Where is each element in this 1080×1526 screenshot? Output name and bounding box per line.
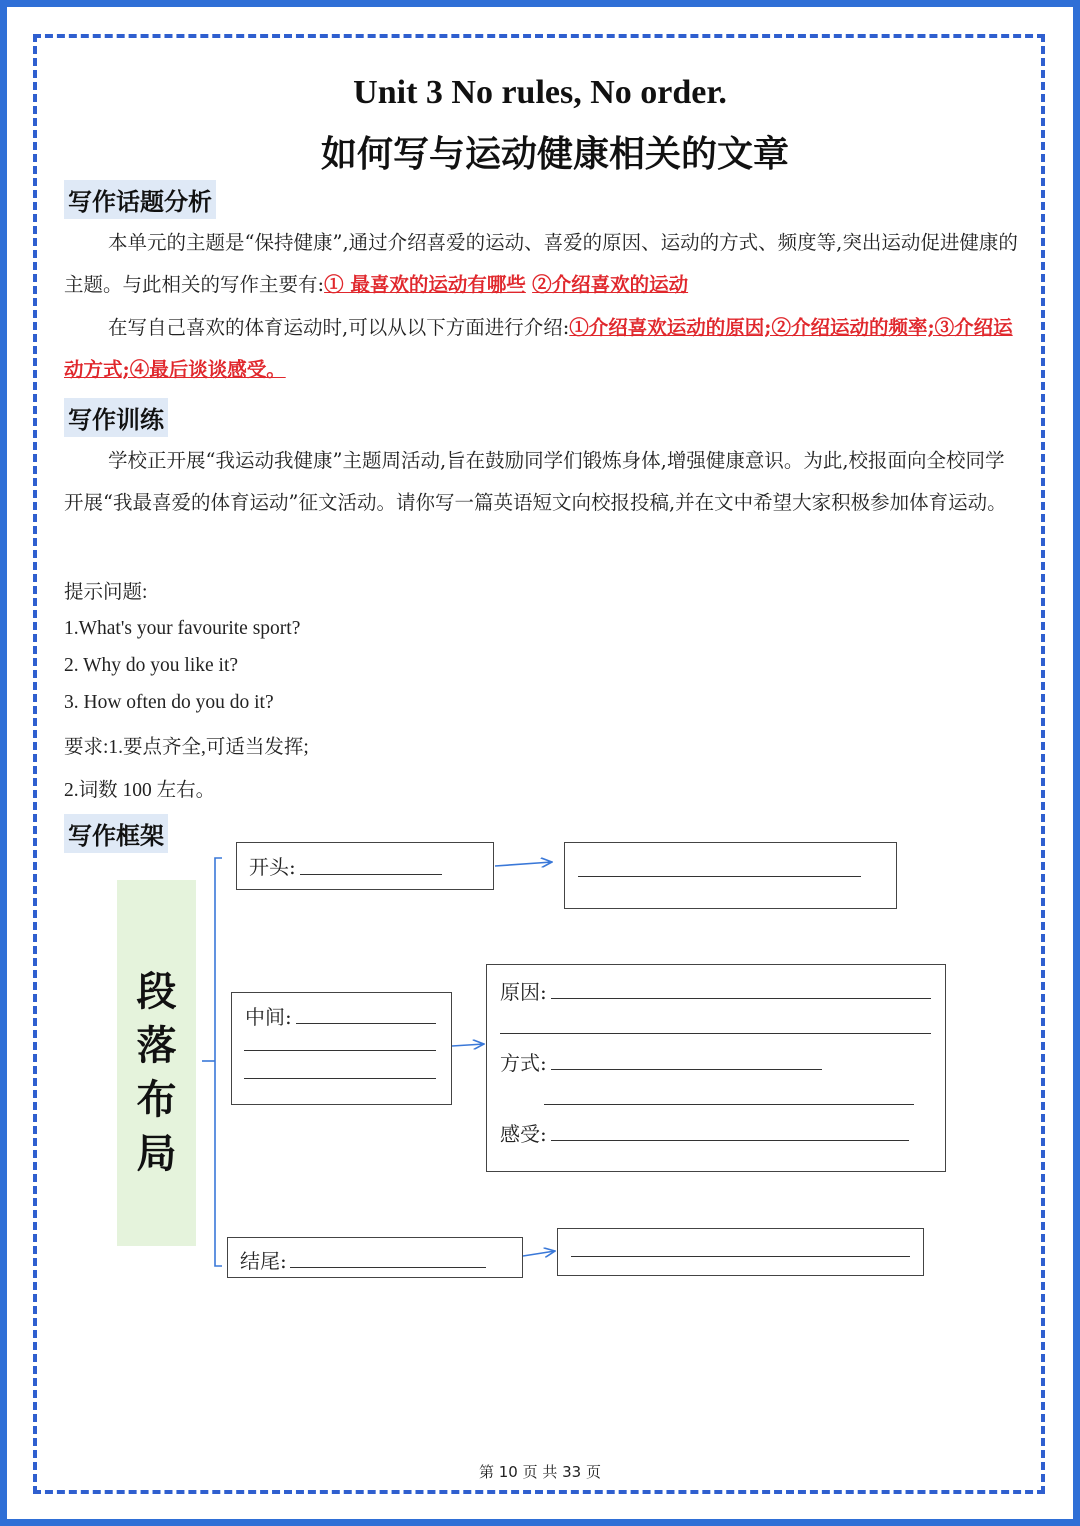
title-chinese: 如何写与运动健康相关的文章 (320, 133, 789, 175)
method-blank-2[interactable] (544, 1104, 914, 1105)
page-number: 第 10 页 共 33 页 (478, 1463, 601, 1481)
ending-blank[interactable] (290, 1267, 486, 1268)
title-english: Unit 3 No rules, No order. (353, 74, 727, 111)
section-heading-analysis: 写作话题分析 (64, 180, 216, 219)
analysis-red-point-2: ②介绍喜欢的运动 (532, 273, 689, 296)
panel-char-1: 段 (136, 968, 177, 1015)
panel-char-2: 落 (136, 1022, 177, 1069)
analysis-text-2: 在写自己喜欢的体育运动时,可以从以下方面进行介绍: (108, 316, 570, 339)
opening-blank[interactable] (300, 874, 442, 875)
ending-label: 结尾: (240, 1249, 287, 1273)
hint-label: 提示问题: (64, 582, 148, 603)
arrow-middle (452, 1044, 484, 1046)
reason-blank-2[interactable] (500, 1033, 931, 1034)
training-task: 学校正开展“我运动我健康”主题周活动,旨在鼓励同学们锻炼身体,增强健康意识。为此,校报面向全校同学开展“我最喜爱的体育运动”征文活动。请你写一篇英语短文向校报投稿,并在文中希望大家积极参加体育运动。 (64, 449, 1007, 514)
section-heading-training: 写作训练 (64, 398, 168, 437)
analysis-red-point-1: ① 最喜欢的运动有哪些 (324, 273, 526, 296)
question-3: 3. How often do you do it? (64, 692, 274, 713)
ending-answer-box (557, 1228, 924, 1276)
middle-blank-2[interactable] (244, 1050, 436, 1051)
reason-label: 原因: (500, 980, 547, 1004)
panel-char-3: 布 (136, 1076, 177, 1123)
ending-answer-blank[interactable] (571, 1256, 910, 1257)
middle-blank-3[interactable] (244, 1078, 436, 1079)
question-1: 1.What's your favourite sport? (64, 618, 301, 639)
feeling-label: 感受: (500, 1122, 547, 1146)
middle-label: 中间: (245, 1005, 292, 1029)
analysis-red-points: ①介绍喜欢运动的原因;②介绍运动的频率;③介绍运动方式;④最后谈谈感受。 (64, 316, 1013, 381)
arrow-ending (523, 1251, 555, 1256)
section-heading-framework: 写作框架 (64, 814, 168, 853)
arrow-opening (495, 862, 552, 866)
opening-label: 开头: (249, 855, 296, 879)
requirement-1: 要求:1.要点齐全,可适当发挥; (64, 737, 309, 758)
method-blank-1[interactable] (551, 1069, 822, 1070)
panel-char-4: 局 (136, 1130, 177, 1177)
method-label: 方式: (500, 1051, 547, 1075)
reason-blank-1[interactable] (551, 998, 931, 999)
bracket-line (215, 858, 222, 1266)
question-2: 2. Why do you like it? (64, 655, 239, 676)
analysis-text-1: 本单元的主题是“保持健康”,通过介绍喜爱的运动、喜爱的原因、运动的方式、频度等,突出运动促进健康的主题。与此相关的写作主要有: (64, 231, 1018, 296)
requirement-2: 2.词数 100 左右。 (64, 780, 216, 801)
middle-blank-1[interactable] (296, 1023, 436, 1024)
opening-answer-blank[interactable] (578, 876, 861, 877)
feeling-blank[interactable] (551, 1140, 909, 1141)
